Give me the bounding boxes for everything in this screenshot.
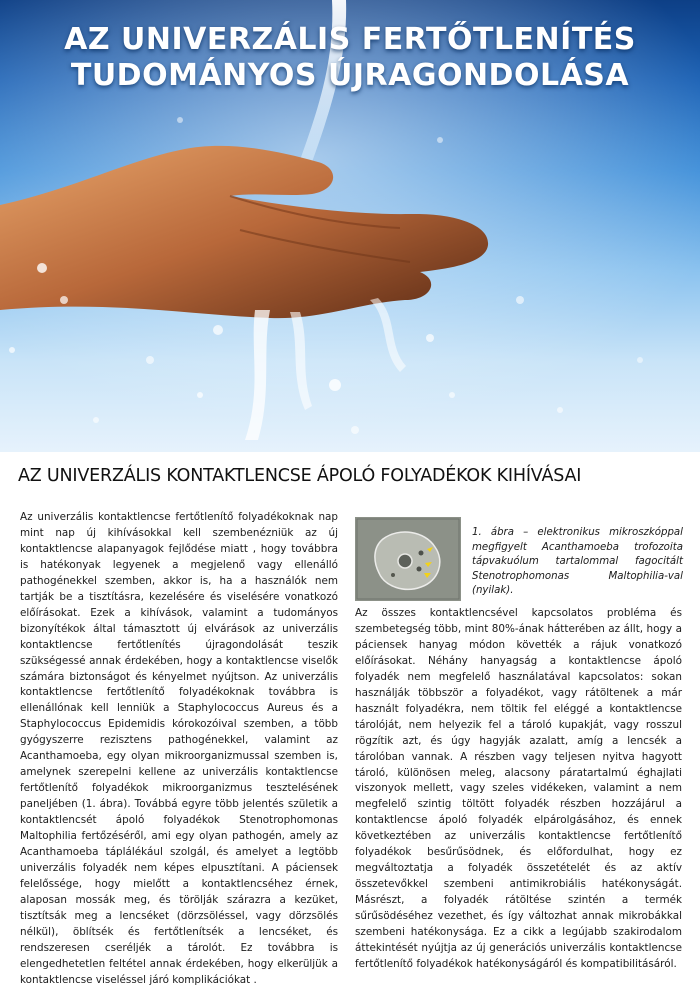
hero-title xyxy=(0,22,700,94)
hero-title-line-2: TUDOMÁNYOS ÚJRAGONDOLÁSA xyxy=(70,58,630,93)
figure-1 xyxy=(355,517,685,605)
left-column-text: Az univerzális kontaktlencse fertőtlenítő folyadékoknak nap mint nap új kihívásokkal kell szembenézniük az új kontaktlencse alapanyagok fejlődése miatt , hogy továbbra is hatékonyak legyenek a megjelenő vagy ellenálló pathogénekkel szemben, akkor is, ha a használók nem tartják be a tisztításra, kezelésére és viselésére vonatkozó előírásokat. Ezek a kihívások, valamint a tudományos bizonyítékok által támasztott új elvárások az univerzális kontaktlencse fertőtlenítés újragondolását teszik szükségessé annak érdekében, hogy a kontaktlencse viselők számára biztonságot és kényelmet nyújtson. Az univerzális kontaktlencse fertőtlenítő folyadékoknak továbbra is ellenállónak kell lenniük a Staphylococcus Aureus és a Staphylococcus Epidemidis kórokozóival szemben, a több gyógyszerre rezisztens pathogénekkel, valamint az Acanthamoeba, egy olyan mikroorganizmussal szemben is, amelynek szerepelni kellene az univerzális kontaktlencse fertőtlenítő folyadékok mikroorganizmus tesztelésének paneljében (1. ábra). Továbbá egyre több jelentés születik a kontaktlencsét ápoló folyadékok Stenotrophomonas Maltophilia fertőzéséről, ami egy olyan pathogén, amely az Acanthamoeba táplálékául szolgál, és amelyet a legtöbb univerzális folyadék nem képes elpusztítani. A páciensek felelőssége, hogy mielőtt a kontaktlencséhez érnek, alaposan mossák meg, és törölják szárazra a kezüket, tisztítsák meg a lencséket (dörzsöléssel, vagy dörzsölés nélkül), öblítsék és fertőtlenítsék a lencséket, és rendszeresen cseréljék a tárolót. Ez továbbra is elengedhetetlen feltétel annak érdekében, hogy elkerüljük a kontaktlencse viseléssel járó komplikációkat . xyxy=(20,511,338,986)
microscope-image xyxy=(355,517,461,601)
hero-banner xyxy=(0,0,700,452)
right-column-text: Az összes kontaktlencsével kapcsolatos probléma és szembetegség több, mint 80%-ának hátterében az állt, hogy a páciensek hanyag módon követték a rájuk vonatkozó előírásokat. Néhány hanyagság a kontaktlencse ápoló folyadék nem megfelelő használatával kapcsolatos: sokan használják többször a folyadékot, vagy rátöltenek a már használt folyadékra, nem töltik fel eléggé a kontaktlencse tárolóját, nem helyezik fel a tároló kupakját, vagy rosszul rögzítik azt, és úgy hagyják azalatt, amíg a lencsék a tárolóban vannak. A részben vagy teljesen nyitva hagyott tároló, különösen meleg, alacsony páratartalmú éghajlati viszonyok mellett, vagy szeles vidékeken, valamint a nem megfelelő szintig töltött folyadék részben hozzájárul a kontaktlencse ápoló folyadék elpárolgásához, és ennek következtében az univerzális kontaktlencse fertőtlenítő folyadékok besűrűsödnek, és előfordulhat, hogy ez megváltoztatja a folyadék összetételét és az aktív összetevőkkel szembeni antimikrobiális hatékonyságát. Másrészt, a folyadék rátöltése szintén a termék sűrűsödéséhez vezethet, és így változhat annak mikrobákkal szembeni hatékonysága. Ez a cikk a legújabb szakirodalom áttekintését nyújtja az új generációs univerzális kontaktlencse fertőtlenítő folyadékok hatékonyságáról és kompatibilitásáról. xyxy=(355,607,682,970)
hero-title-line-1: AZ UNIVERZÁLIS FERTŐTLENÍTÉS xyxy=(64,22,636,57)
cell-nucleus xyxy=(398,554,412,568)
acanthamoeba-micrograph xyxy=(355,517,461,601)
left-column xyxy=(20,510,338,989)
figure-caption: 1. ábra – elektronikus mikroszkóppal megfigyelt Acanthamoeba trofozoita tápvakuólum tartalommal fagocitált Stenotrophomonas Maltophilia-val (nyilak). xyxy=(472,527,683,597)
right-column xyxy=(355,606,682,973)
section-heading: AZ UNIVERZÁLIS KONTAKTLENCSE ÁPOLÓ FOLYADÉKOK KIHÍVÁSAI xyxy=(18,466,582,486)
